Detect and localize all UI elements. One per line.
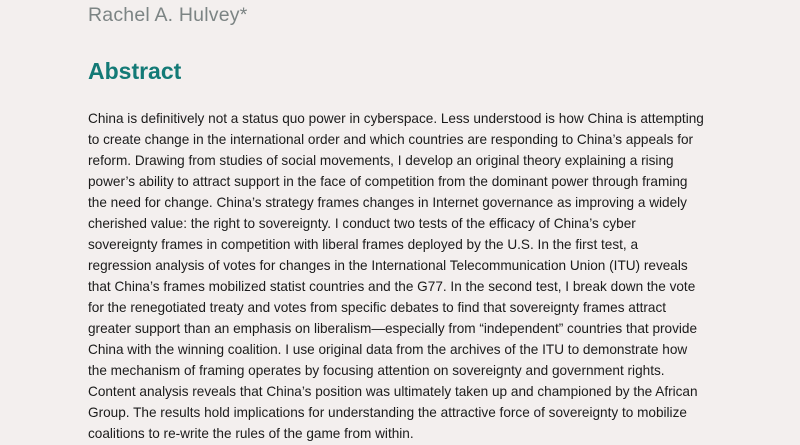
abstract-line: to create change in the international order and which countries are responding to China’s appeals for: [88, 132, 694, 147]
abstract-line: sovereignty frames in competition with liberal frames deployed by the U.S. In the first test, a: [88, 237, 639, 252]
abstract-line: the mechanism of framing operates by focusing attention on sovereignty and government rights.: [88, 363, 665, 378]
abstract-line: regression analysis of votes for changes in the International Telecommunication Union (ITU) reveals: [88, 258, 688, 273]
abstract-line: Content analysis reveals that China’s position was ultimately taken up and championed by the African: [88, 384, 698, 399]
abstract-line: coalitions to re-write the rules of the game from within.: [88, 426, 414, 441]
abstract-line: that China’s frames mobilized statist countries and the G77. In the second test, I break down the vote: [88, 279, 696, 294]
abstract-line: the need for change. China’s strategy frames changes in Internet governance as improving a widely: [88, 195, 687, 210]
abstract-line: cherished value: the right to sovereignty. I conduct two tests of the efficacy of China’s cyber: [88, 216, 636, 231]
abstract-line: Group. The results hold implications for understanding the attractive force of sovereignty to mobilize: [88, 405, 687, 420]
abstract-line: for the renegotiated treaty and votes from specific debates to find that sovereignty frames attract: [88, 300, 667, 315]
abstract-line: greater support than an emphasis on liberalism—especially from “independent” countries that provide: [88, 321, 698, 336]
abstract-line: China is definitively not a status quo power in cyberspace. Less understood is how China is attempting: [88, 111, 704, 126]
abstract-line: power’s ability to attract support in the face of competition from the dominant power through framing: [88, 174, 688, 189]
author-byline: Rachel A. Hulvey*: [88, 4, 248, 26]
abstract-line: China with the winning coalition. I use original data from the archives of the ITU to demonstrate how: [88, 342, 688, 357]
abstract-paragraph: [88, 108, 788, 444]
abstract-heading: Abstract: [88, 58, 182, 84]
abstract-line: reform. Drawing from studies of social movements, I develop an original theory explaining a rising: [88, 153, 674, 168]
